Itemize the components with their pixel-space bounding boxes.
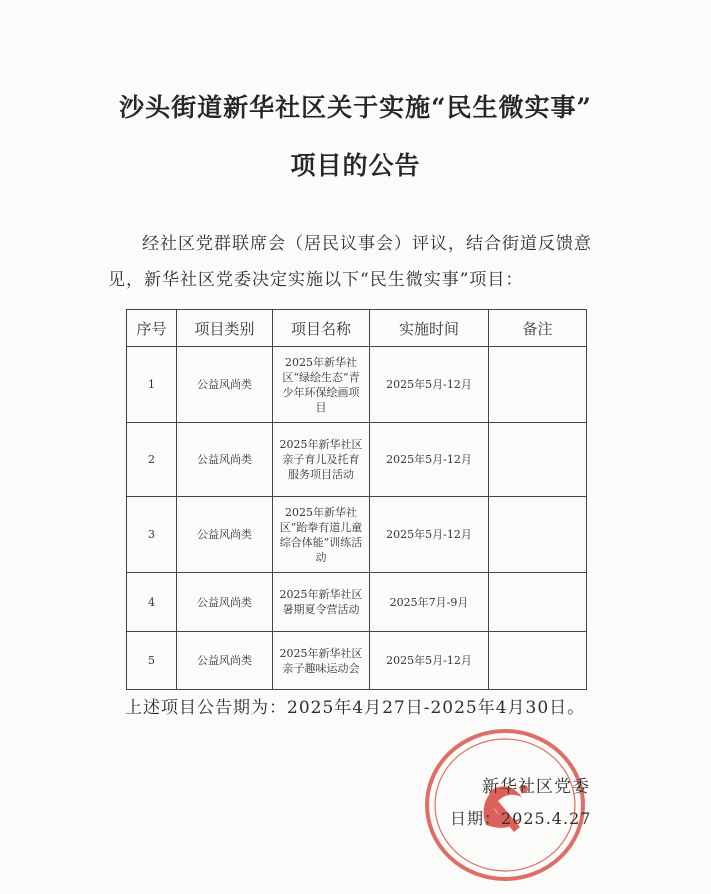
cell-note [489,573,587,632]
table-row [127,497,587,573]
cell-category: 公益风尚类 [177,423,273,497]
cell-no: 2 [127,423,177,497]
cell-category: 公益风尚类 [177,497,273,573]
cell-note [489,632,587,690]
cell-name: 2025年新华社区“绿绘生态”青少年环保绘画项目 [273,347,370,423]
intro-paragraph: 经社区党群联席会（居民议事会）评议，结合街道反馈意见，新华社区党委决定实施以下“民生微实事”项目： [108,234,592,290]
notice-title-line1: 沙头街道新华社区关于实施“民生微实事” [119,93,592,122]
cell-note [489,347,587,423]
cell-note [489,497,587,573]
table-row [127,347,587,423]
notice-period-paragraph: 上述项目公告期为：2025年4月27日-2025年4月30日。 [125,698,586,718]
cell-category: 公益风尚类 [177,573,273,632]
cell-no: 3 [127,497,177,573]
header-note: 备注 [489,310,587,347]
cell-time: 2025年5月-12月 [370,423,489,497]
header-name: 项目名称 [273,310,370,347]
cell-name: 2025年新华社区暑期夏令营活动 [273,573,370,632]
cell-name: 2025年新华社区“跆拳有道儿童综合体能”训练活动 [273,497,370,573]
signing-date: 日期：2025.4.27 [450,809,592,828]
cell-no: 4 [127,573,177,632]
header-category: 项目类别 [177,310,273,347]
notice-title-line2: 项目的公告 [290,151,421,180]
table-row [127,423,587,497]
cell-category: 公益风尚类 [177,347,273,423]
cell-time: 2025年5月-12月 [370,632,489,690]
header-no: 序号 [127,310,177,347]
table-row [127,573,587,632]
table-header-row [127,310,587,347]
cell-time: 2025年5月-12月 [370,347,489,423]
cell-category: 公益风尚类 [177,632,273,690]
header-time: 实施时间 [370,310,489,347]
cell-note [489,423,587,497]
cell-no: 1 [127,347,177,423]
signer-name: 新华社区党委 [482,777,590,797]
cell-time: 2025年5月-12月 [370,497,489,573]
cell-name: 2025年新华社区亲子趣味运动会 [273,632,370,690]
table-row [127,632,587,690]
cell-no: 5 [127,632,177,690]
official-seal [420,725,590,885]
cell-time: 2025年7月-9月 [370,573,489,632]
project-table [126,309,587,690]
cell-name: 2025年新华社区亲子育儿及托育服务项目活动 [273,423,370,497]
